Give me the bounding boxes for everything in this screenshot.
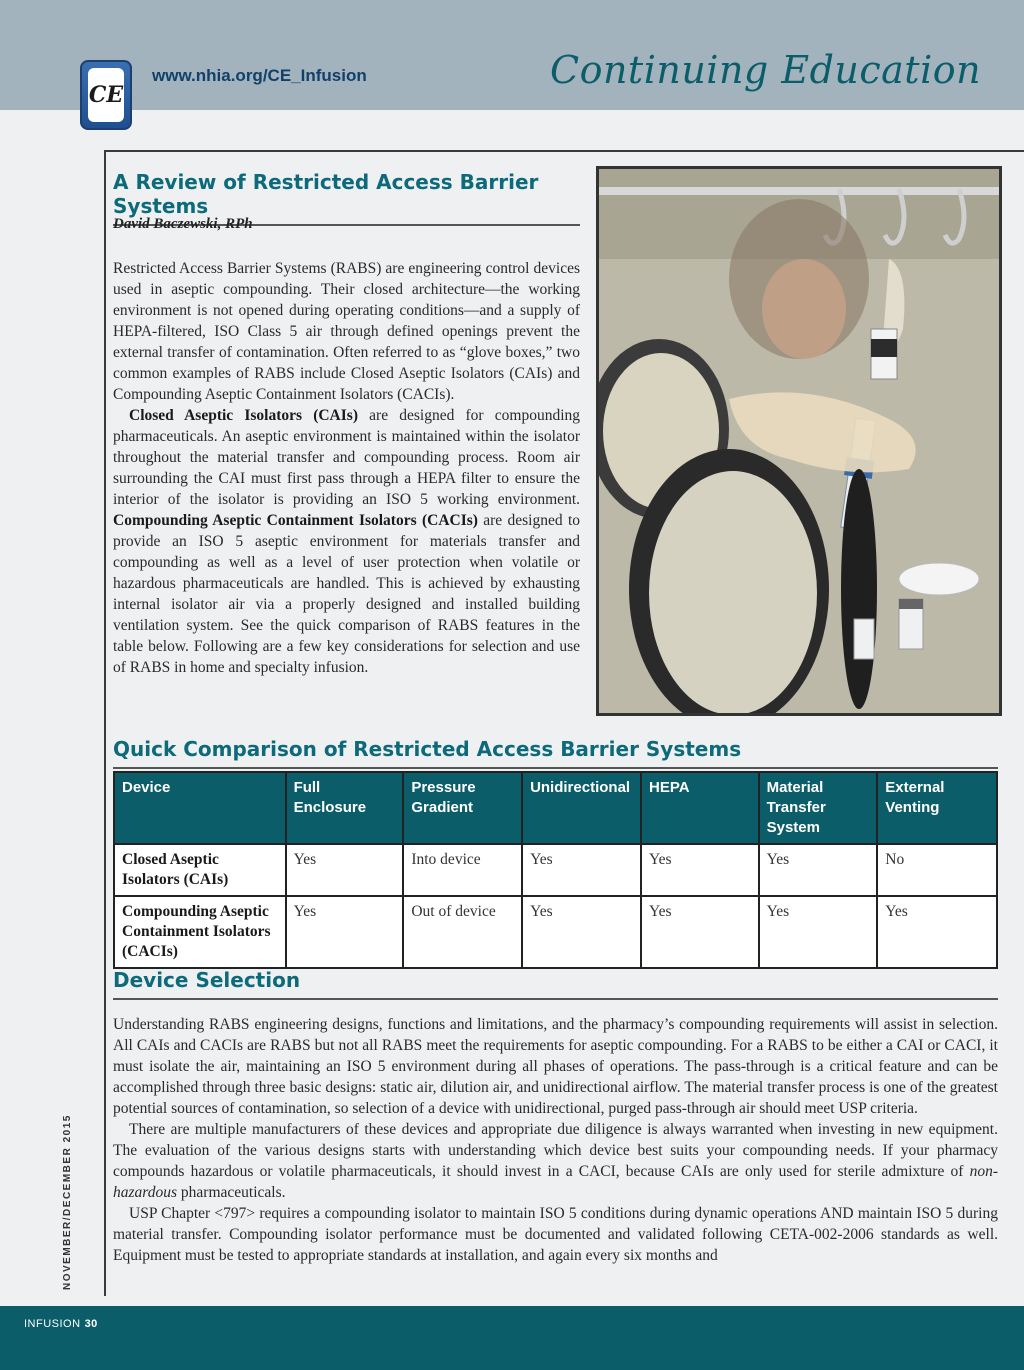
selection-paragraph-3: USP Chapter <797> requires a compounding isolator to maintain ISO 5 conditions during dynamic operations AND maintain ISO 5 during material transfer. Compounding isolator performance must be documented and validated following CETA-002-2006 standards as well. Equipment must be tested to appropriate standards at installation, and again every six months and — [113, 1205, 998, 1264]
col-pressure-gradient: Pressure Gradient — [403, 772, 522, 844]
section-title: Continuing Education — [550, 48, 982, 92]
issue-date-label: NOVEMBER/DECEMBER 2015 — [62, 1114, 73, 1290]
footer-page-label — [24, 1318, 98, 1330]
table-cell: Yes — [286, 896, 404, 968]
cai-description: are designed for compounding pharmaceuticals. An aseptic environment is maintained within the isolator throughout the material transfer and compounding process. Room air surrounding the CAI must first pass through a HEPA filter to ensure the interior of the isolator is providing an ISO 5 working environment. — [113, 407, 580, 508]
comparison-table — [113, 771, 998, 969]
isolator-photo — [596, 166, 1002, 716]
table-cell: No — [877, 844, 997, 896]
page-number: 30 — [84, 1318, 98, 1330]
ce-logo-mark — [88, 68, 124, 122]
cai-term: Closed Aseptic Isolators (CAIs) — [129, 407, 358, 424]
table-cell: Closed Aseptic Isolators (CAIs) — [114, 844, 286, 896]
col-hepa: HEPA — [641, 772, 759, 844]
ce-logo — [80, 60, 132, 130]
table-cell: Yes — [759, 844, 878, 896]
table-cell: Into device — [403, 844, 522, 896]
intro-paragraph-2 — [113, 405, 580, 678]
table-cell: Yes — [641, 844, 759, 896]
table-row — [114, 844, 997, 896]
table-cell: Yes — [641, 896, 759, 968]
intro-paragraph-1: Restricted Access Barrier Systems (RABS) are engineering control devices used in aseptic compounding. Their closed architecture—the working environment is not opened during operating conditions—and a supply of HEPA-filtered, ISO Class 5 air through defined openings prevent the external transfer of contamination. Often referred to as “glove boxes,” two common examples of RABS include Closed Aseptic Isolators (CAIs) and Compounding Aseptic Containment Isolators (CACIs). — [113, 260, 580, 403]
table-cell: Yes — [759, 896, 878, 968]
isolator-illustration — [599, 169, 999, 713]
col-material-transfer: Material Transfer System — [759, 772, 878, 844]
col-unidirectional: Unidirectional — [522, 772, 641, 844]
ce-logo-text: CE — [88, 82, 124, 108]
selection-paragraph-1: Understanding RABS engineering designs, functions and limitations, and the pharmacy’s compounding requirements will assist in selection. All CAIs and CACIs are RABS but not all RABS meet the requirements for aseptic compounding. For a RABS to be either a CAI or CACI, it must isolate the air, maintaining an ISO 5 environment during all phases of operations. The pass-through is a critical feature and can be accomplished through three basic designs: static air, dilution air, and unidirectional airflow. The material transfer process is one of the greatest potential sources of contamination, so selection of a device with unidirectional, purged pass-through air should meet USP criteria. — [113, 1016, 998, 1117]
table-cell: Yes — [522, 896, 641, 968]
table-cell: Yes — [877, 896, 997, 968]
col-device: Device — [114, 772, 286, 844]
table-cell: Compounding Aseptic Containment Isolators (CACIs) — [114, 896, 286, 968]
selection-text — [113, 1014, 998, 1266]
col-external-venting: External Venting — [877, 772, 997, 844]
table-cell: Yes — [286, 844, 404, 896]
caci-term: Compounding Aseptic Containment Isolators (CACIs) — [113, 512, 478, 529]
caci-description: are designed to provide an ISO 5 aseptic environment for materials transfer and compounding as well as a level of user protection when volatile or hazardous pharmaceuticals are handled. This is achieved by exhausting internal isolator air via a properly designed and installed building ventilation system. See the quick comparison of RABS features in the table below. Following are a few key considerations for selection and use of RABS in home and specialty infusion. — [113, 512, 580, 676]
selection-p2-emphasis: non-hazardous — [113, 1163, 998, 1201]
selection-paragraph-2 — [113, 1119, 998, 1203]
selection-p2-end: pharmaceuticals. — [177, 1184, 286, 1201]
publication-name: INFUSION — [24, 1318, 81, 1330]
table-cell: Yes — [522, 844, 641, 896]
selection-p2-start: There are multiple manufacturers of these devices and appropriate due diligence is always warranted when investing in new equipment. The evaluation of the various designs starts with understanding which device best suits your compounding needs. If your pharmacy compounds hazardous or volatile pharmaceuticals, it should invest in a CACI, because CAIs are only used for sterile admixture of — [113, 1121, 998, 1180]
header-url[interactable]: www.nhia.org/CE_Infusion — [152, 66, 367, 85]
table-cell: Out of device — [403, 896, 522, 968]
table-row — [114, 896, 997, 968]
page-footer — [0, 1306, 1024, 1370]
selection-title: Device Selection — [113, 968, 998, 1000]
comparison-title: Quick Comparison of Restricted Access Barrier Systems — [113, 737, 998, 769]
col-full-enclosure: Full Enclosure — [286, 772, 404, 844]
article-author: David Baczewski, RPh — [113, 216, 253, 232]
article-title: A Review of Restricted Access Barrier Systems — [113, 170, 580, 226]
table-header-row — [114, 772, 997, 844]
intro-text — [113, 258, 580, 678]
